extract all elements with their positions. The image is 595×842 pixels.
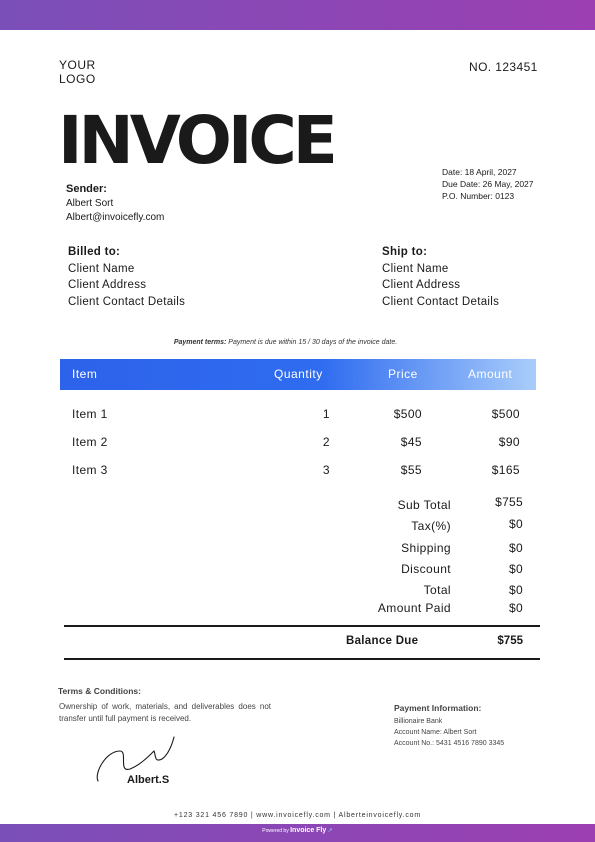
payment-terms-label: Payment terms: (173, 339, 227, 346)
terms-label: Terms & Conditions: (58, 686, 141, 696)
tax-value: $0 (509, 517, 523, 531)
payment-account-number: Account No.: 5431 4516 7890 3345 (394, 740, 505, 747)
ship-to-block (382, 244, 499, 310)
shipping-value: $0 (509, 541, 523, 555)
row-item-name: Item 3 (72, 463, 108, 477)
due-date: Due Date: 26 May, 2027 (442, 179, 534, 189)
powered-by-prefix: Powered by (262, 828, 289, 834)
shipping-label: Shipping (401, 541, 451, 555)
column-header-item: Item (72, 367, 98, 381)
external-link-icon: ↗ (327, 828, 333, 834)
row-amount: $500 (491, 407, 520, 421)
amount-paid-value: $0 (509, 601, 523, 615)
po-number: P.O. Number: 0123 (442, 191, 515, 201)
payment-terms-text: Payment is due within 15 / 30 days of the invoice date. (226, 339, 398, 346)
payment-bank: Billionaire Bank (394, 718, 443, 725)
invoice-date: Date: 18 April, 2027 (442, 167, 517, 177)
row-price: $45 (400, 435, 422, 449)
ship-to-client-address: Client Address (382, 279, 461, 291)
row-price: $55 (400, 463, 422, 477)
top-accent-bar (0, 0, 595, 30)
logo-placeholder (59, 58, 119, 86)
column-header-quantity: Quantity (274, 367, 323, 381)
sender-label: Sender: (66, 183, 107, 195)
divider-bottom (64, 658, 540, 660)
row-item-name: Item 1 (72, 407, 108, 421)
subtotal-value: $755 (495, 495, 523, 509)
row-amount: $90 (498, 435, 520, 449)
row-amount: $165 (491, 463, 520, 477)
total-value: $0 (509, 583, 523, 597)
powered-by-brand: Invoice Fly (290, 827, 327, 834)
row-price: $500 (393, 407, 422, 421)
billed-to-client-address: Client Address (68, 279, 147, 291)
payment-terms (0, 339, 571, 346)
row-item-name: Item 2 (72, 435, 108, 449)
divider-top (64, 625, 540, 627)
ship-to-client-name: Client Name (382, 262, 449, 275)
payment-account-name: Account Name: Albert Sort (394, 729, 477, 736)
column-header-price: Price (388, 367, 418, 381)
billed-to-block (68, 244, 185, 310)
billed-to-client-name: Client Name (68, 262, 135, 275)
invoice-number: NO. 123451 (469, 60, 538, 74)
discount-label: Discount (401, 562, 451, 576)
ship-to-label: Ship to: (382, 246, 428, 258)
invoice-title: INVOICE (58, 102, 334, 179)
ship-to-client-contact: Client Contact Details (382, 295, 500, 308)
row-quantity: 2 (322, 435, 330, 449)
footer-contact: +123 321 456 7890 | www.invoicefly.com | Alberteinvoicefly.com (174, 812, 421, 819)
balance-due-value: $755 (497, 635, 523, 647)
powered-by (0, 827, 595, 834)
items-table-header (60, 359, 536, 390)
sender-email: Albert@invoicefly.com (66, 212, 165, 223)
billed-to-client-contact: Client Contact Details (68, 295, 186, 308)
terms-text: Ownership of work, materials, and deliverables does not transfer until full payment is received. (59, 702, 271, 723)
discount-value: $0 (509, 562, 523, 576)
tax-label: Tax(%) (411, 519, 451, 533)
billed-to-label: Billed to: (68, 246, 121, 258)
row-quantity: 1 (322, 407, 330, 421)
logo-line-2: LOGO (59, 72, 96, 86)
column-header-amount: Amount (468, 367, 513, 381)
amount-paid-label: Amount Paid (377, 601, 451, 615)
sender-name: Albert Sort (66, 198, 114, 209)
invoice-dates (442, 166, 534, 202)
balance-due-label: Balance Due (346, 635, 419, 647)
row-quantity: 3 (322, 463, 330, 477)
subtotal-label: Sub Total (397, 498, 451, 512)
signature-name: Albert.S (127, 774, 170, 786)
total-label: Total (423, 583, 451, 597)
payment-info-label: Payment Information: (394, 703, 482, 713)
logo-line-1: YOUR (59, 58, 96, 72)
